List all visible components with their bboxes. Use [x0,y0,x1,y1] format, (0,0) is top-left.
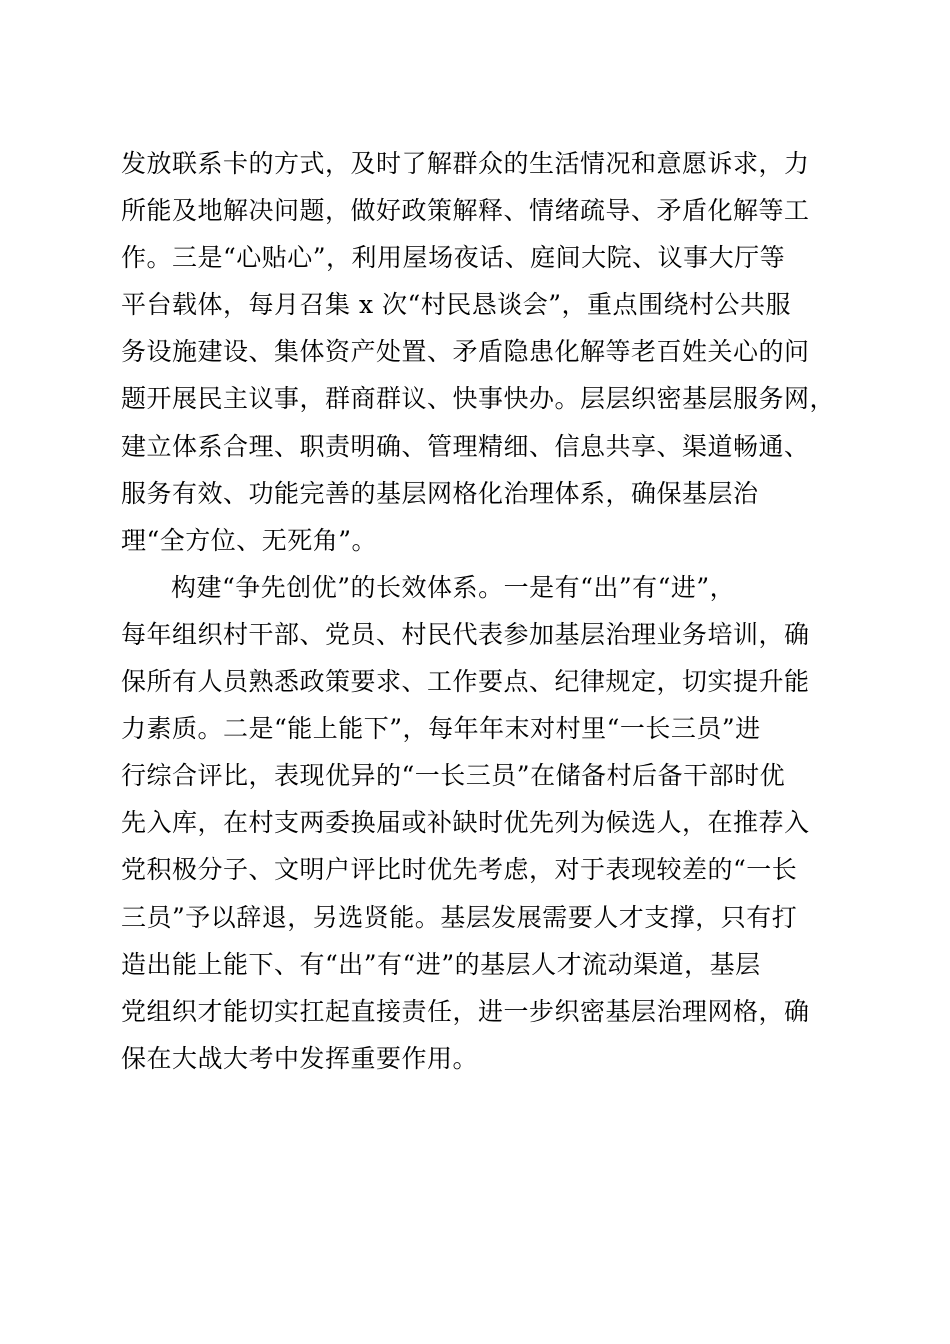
text-line: 造出能上能下、有“出”有“进”的基层人才流动渠道，基层 [121,949,761,979]
text-line: 党积极分子、文明户评比时优先考虑，对于表现较差的“一长 [121,855,798,885]
text-line: 行综合评比，表现优异的“一长三员”在储备村后备干部时优 [121,761,786,791]
paragraph-2 [121,564,833,1082]
text-line: 平台载体，每月召集 x 次“村民恳谈会”，重点围绕村公共服 [121,290,792,320]
text-line: 作。三是“心贴心”，利用屋场夜话、庭间大院、议事大厅等 [121,243,786,273]
text-line: 务设施建设、集体资产处置、矛盾隐患化解等老百姓关心的问 [121,337,810,367]
text-line: 所能及地解决问题，做好政策解释、情绪疏导、矛盾化解等工 [121,196,810,226]
text-line: 每年组织村干部、党员、村民代表参加基层治理业务培训，确 [121,619,810,649]
body-text [121,140,836,1082]
text-line: 三员”予以辞退，另选贤能。基层发展需要人才支撑，只有打 [121,902,798,932]
text-line: 保所有人员熟悉政策要求、工作要点、纪律规定，切实提升能 [121,667,810,697]
text-line: 服务有效、功能完善的基层网格化治理体系，确保基层治 [121,478,759,508]
text-line: 党组织才能切实扛起直接责任，进一步织密基层治理网格，确 [121,996,810,1026]
text-line: 先入库，在村支两委换届或补缺时优先列为候选人，在推荐入 [121,808,810,838]
text-line: 建立体系合理、职责明确、管理精细、信息共享、渠道畅通、 [121,431,810,461]
text-line: 力素质。二是“能上能下”，每年年末对村里“一长三员”进 [121,714,761,744]
text-line: 题开展民主议事，群商群议、快事快办。层层织密基层服务网， [121,384,836,414]
text-line: 发放联系卡的方式，及时了解群众的生活情况和意愿诉求，力 [121,149,810,178]
paragraph-1 [121,140,836,564]
text-line: 保在大战大考中发挥重要作用。 [121,1043,479,1073]
text-line: 构建“争先创优”的长效体系。一是有“出”有“进”， [171,572,736,602]
text-line: 理“全方位、无死角”。 [121,525,378,555]
